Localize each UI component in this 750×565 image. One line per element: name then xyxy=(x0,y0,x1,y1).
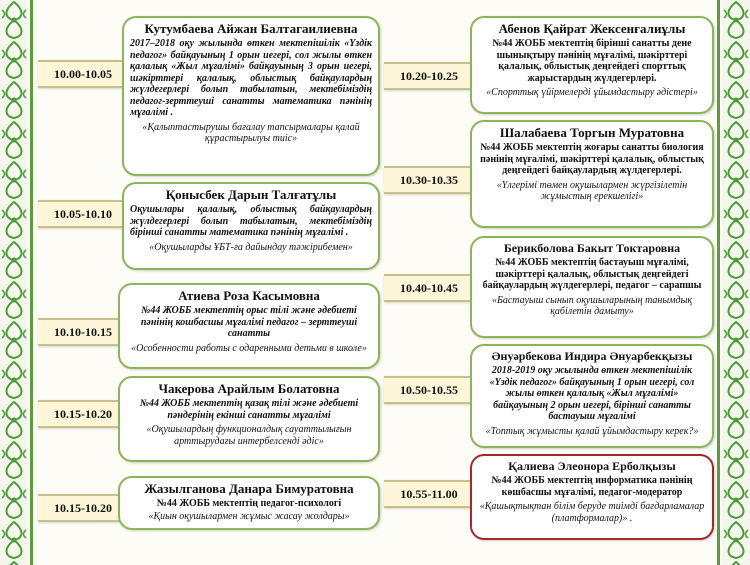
speaker-description: №44 ЖОББ мектептің бірінші санатты дене шынықтыру пәнінің мұғалімі, шәкірттері қалалық, облыстық деңгейдегі спорттық жарыстардың жүлдегерлері. xyxy=(492,38,692,84)
speaker-description: №44 ЖОББ мектептің қазақ тілі және әдебиеті пәндерінің екінші санатты мұғалімі xyxy=(139,398,359,421)
speaker-topic: «Особенности работы с одаренными детьми в школе» xyxy=(131,342,367,354)
time-slot: 10.40-10.45 xyxy=(384,274,474,302)
time-slot: 10.15-10.20 xyxy=(38,400,128,428)
time-slot: 10.00-10.05 xyxy=(38,60,128,88)
speaker-card xyxy=(118,376,380,462)
right-ornament-border xyxy=(722,0,750,565)
speaker-card xyxy=(122,182,380,270)
speaker-card-highlighted xyxy=(470,454,714,540)
speaker-topic: «Қалыптастырушы бағалау тапсырмалары қалай құрастырылуы тиіс» xyxy=(142,121,360,144)
speaker-name: Чакерова Арайлым Болатовна xyxy=(158,381,340,396)
time-slot: 10.10-10.15 xyxy=(38,318,128,346)
speaker-description: №44 ЖОББ мектептің педагог-психологі xyxy=(156,498,342,509)
speaker-name: Әнуәрбекова Индира Әнуарбекқызы xyxy=(491,349,693,363)
time-slot: 10.30-10.35 xyxy=(384,166,474,194)
speaker-description: 2018-2019 оқу жылында өткен мектепішілік «Үздік педагог» байқауының 1 орын иегері, сол жылы өткен қалалық «Жыл мұғалімі» байқауының 2 орын иегері, бірінші санатты бастауыш мұғалімі xyxy=(489,365,695,422)
time-slot: 10.05-10.10 xyxy=(38,200,128,228)
speaker-card xyxy=(118,476,380,530)
speaker-name: Қалиева Элеонора Ерболқызы xyxy=(508,459,676,473)
speaker-card xyxy=(122,16,380,176)
speaker-name: Жазылганова Данара Бимуратовна xyxy=(144,481,354,496)
speaker-description: №44 ЖОББ мектептің орыс тілі және әдебиеті пәнінің кошбасшы мұғалімі педагог – зерттеуші санатты xyxy=(140,305,358,339)
speaker-description: №44 ЖОББ мектептің бастауыш мұғалімі, шәкірттері қалалық, облыстық деңгейдегі байқаулардың жүлдегерлері, педагог – сарапшы xyxy=(482,257,702,291)
left-ornament-border xyxy=(0,0,28,565)
speaker-card xyxy=(470,120,714,228)
speaker-card xyxy=(118,283,380,369)
speaker-card xyxy=(470,236,714,338)
ornament-pattern-icon xyxy=(722,0,750,565)
speaker-name: Кутумбаева Айжан Балтагаилиевна xyxy=(144,21,358,36)
speaker-description: Оқушылары қалалық, облыстық байқаулардың жүлдегерлері болып табылатын, мектебімiздің бірінші санатты математика пәнінің мұғалімі . xyxy=(130,204,372,238)
speaker-topic: «Қашықтықтан білім беруде тиімді бағдарламалар (платформалар)» . xyxy=(479,501,705,524)
speaker-description: 2017–2018 оқу жылында өткен мектепішілік «Үздік педагог» байқауының 1 орын иегері, сол жылы өткен қалалық «Жыл мұғалімі» байқауының 3 орын иегері, шәкірттері қалалық, облыстық байқаулардың жүлдегерлері болып табылатын, мектебімiздің педагог-зерттеуші санатты математика пәнінің мұғалімі . xyxy=(130,38,372,118)
speaker-description: №44 ЖОББ мектептің жоғары санатты биология пәнінің мұғалімі, шәкірттері қалалық, облыстық деңгейдегі байқаулардың жүлдегерлері. xyxy=(480,142,704,176)
speaker-description: №44 ЖОББ мектептің информатика пәнінің көшбасшы мұғалімі, педагог-модератор xyxy=(491,475,693,498)
time-slot: 10.55-11.00 xyxy=(384,480,474,508)
speaker-topic: «Оқушыларды ҰБТ-ға дайындау тәжірибемен» xyxy=(149,241,353,253)
time-slot: 10.15-10.20 xyxy=(38,494,128,522)
time-slot: 10.50-10.55 xyxy=(384,376,474,404)
speaker-name: Қонысбек Дарын Талғатұлы xyxy=(165,187,337,202)
speaker-topic: «Оқушылардың функционалдық сауаттылығын арттырудағы интербелсенді әдіс» xyxy=(146,424,352,447)
left-border-stripe xyxy=(30,0,33,565)
speaker-name: Абенов Қайрат Жексенғалиұлы xyxy=(498,21,686,36)
speaker-card xyxy=(470,344,714,448)
speaker-topic: «Қиын оқушылармен жұмыс жасау жолдары» xyxy=(148,510,350,522)
speaker-name: Берикболова Бакыт Токтаровна xyxy=(503,241,681,255)
speaker-name: Шалабаева Торгын Муратовна xyxy=(499,125,685,140)
ornament-pattern-icon xyxy=(0,0,28,565)
right-border-stripe xyxy=(717,0,720,565)
speaker-name: Атиева Роза Касымовна xyxy=(178,288,320,303)
speaker-topic: «Топтық жұмысты қалай ұйымдастыру керек?» xyxy=(485,425,699,437)
speaker-card xyxy=(470,16,714,114)
speaker-topic: «Спорттық үйірмелерді ұйымдастыру әдістері» xyxy=(486,87,698,98)
speaker-topic: «Бастауыш сынып оқушыларының танымдық қабілетін дамыту» xyxy=(491,294,693,317)
time-slot: 10.20-10.25 xyxy=(384,62,474,90)
speaker-topic: «Үлгерімі төмен оқушылармен жүргізілетін жұмыстың ерекшелігі» xyxy=(496,179,688,202)
